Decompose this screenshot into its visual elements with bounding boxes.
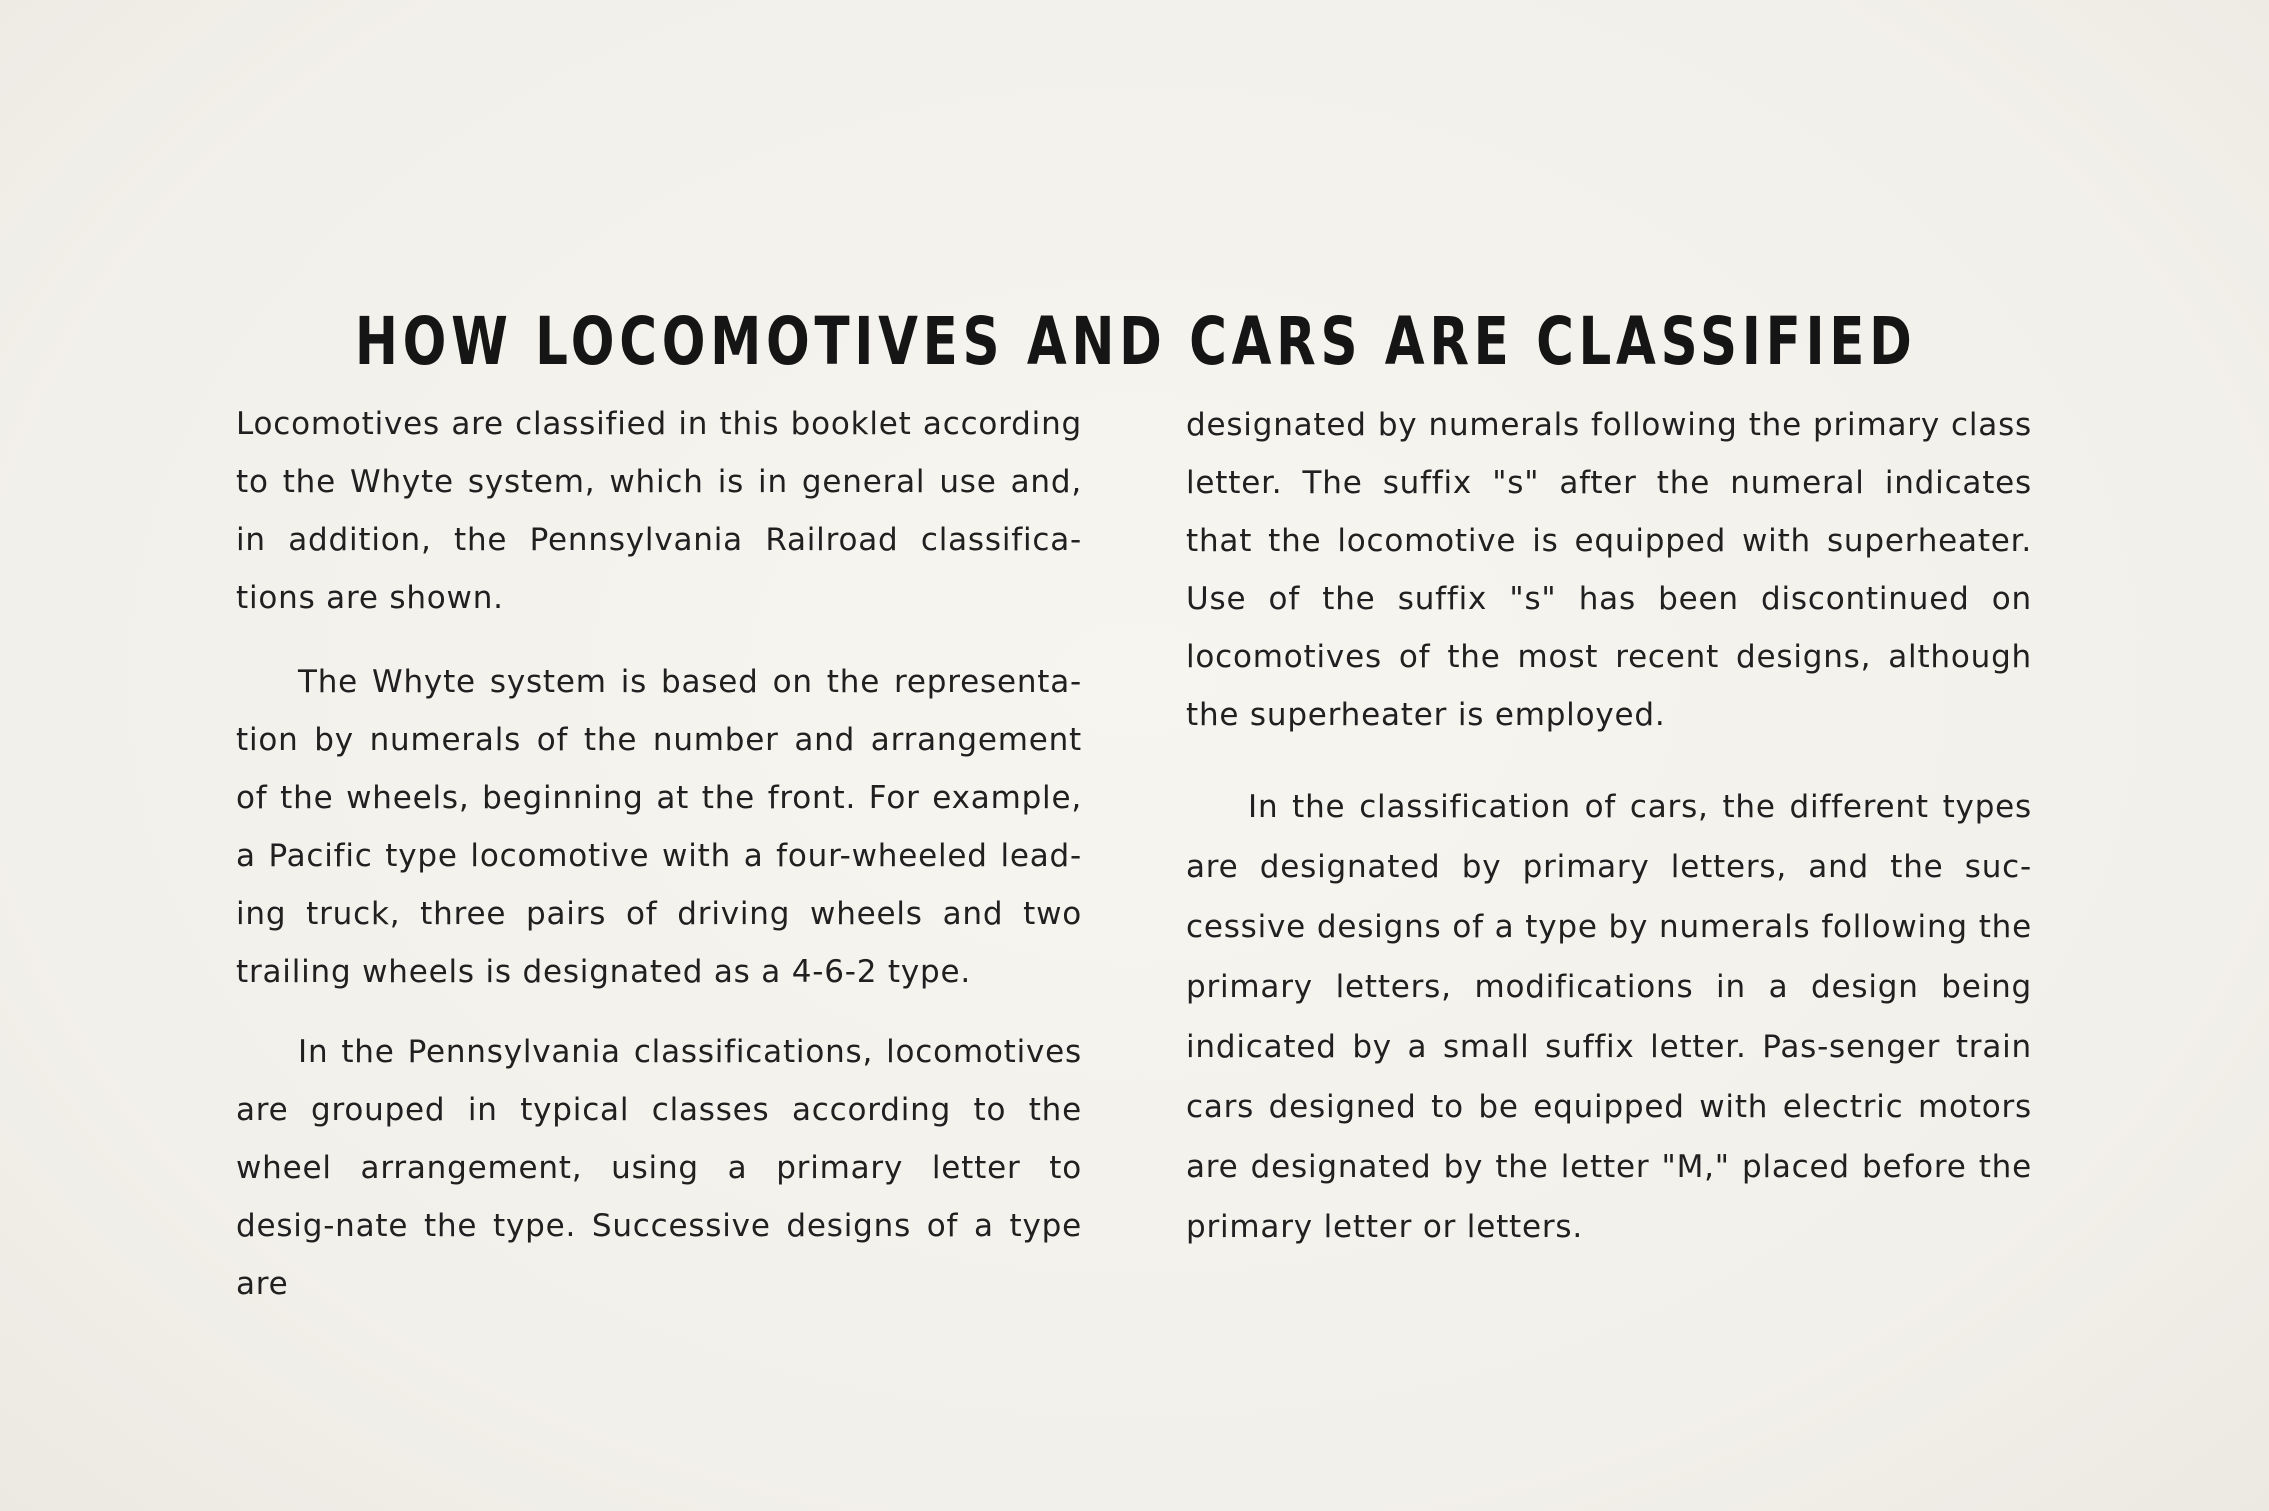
paragraph-whyte-intro: Locomotives are classified in this booklet according to the Whyte system, which is in general use and, in addition, the Pennsylvania Railroad classifica-tions are shown. [236,406,1082,616]
paragraph-suffix-designation: designated by numerals following the primary class letter. The suffix "s" after the numeral indicates that the locomotive is equipped with superheater. Use of the suffix "s" has been discontinued on locomotives of the most recent designs, although the superheater is employed. [1186,407,2032,733]
page-title: HOW LOCOMOTIVES AND CARS ARE CLASSIFIED [354,303,1917,381]
paragraph-car-classification: In the classification of cars, the different types are designated by primary letters, and the suc-cessive designs of a type by numerals following the primary letters, modifications in a design being indicated by a small suffix letter. Pas-senger train cars designed to be equipped with electric motors are designated by the letter "M," placed before the primary letter or letters. [1186,789,2032,1245]
paragraph-pennsylvania-classes: In the Pennsylvania classifications, locomotives are grouped in typical classes according to the wheel arrangement, using a primary letter to desig-nate the type. Successive designs of a type are [236,1034,1082,1302]
paragraph-whyte-system: The Whyte system is based on the representa-tion by numerals of the number and arrangement of the wheels, beginning at the front. For example, a Pacific type locomotive with a four-wheeled lead-ing truck, three pairs of driving wheels and two trailing wheels is designated as a 4-6-2 type. [236,664,1082,990]
